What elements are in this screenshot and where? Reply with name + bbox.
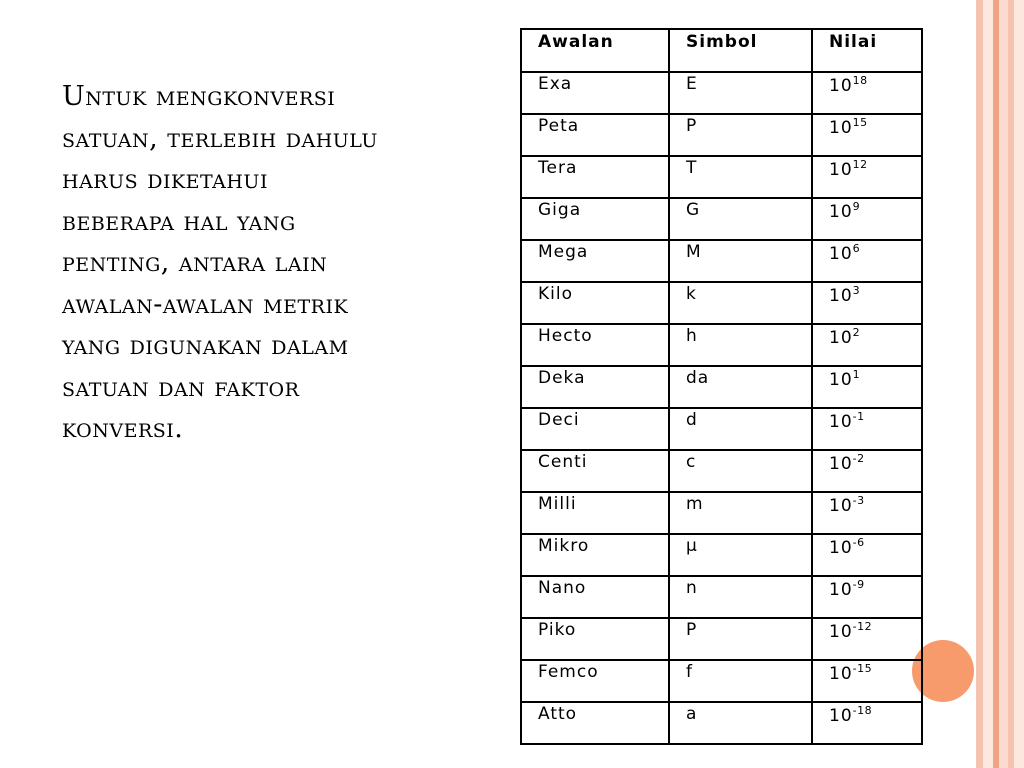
table-row	[521, 282, 922, 324]
cell-nilai	[812, 156, 922, 198]
nilai-base: 10	[829, 706, 853, 726]
cell-awalan: Kilo	[521, 282, 669, 324]
cell-simbol: T	[669, 156, 812, 198]
cell-awalan: Exa	[521, 72, 669, 114]
cell-simbol: da	[669, 366, 812, 408]
cell-nilai	[812, 114, 922, 156]
cell-simbol: c	[669, 450, 812, 492]
cell-awalan: Atto	[521, 702, 669, 744]
cell-simbol: P	[669, 114, 812, 156]
nilai-exponent: -9	[852, 578, 865, 591]
table-row	[521, 240, 922, 282]
cell-awalan: Giga	[521, 198, 669, 240]
nilai-exponent: -3	[852, 494, 865, 507]
cell-nilai	[812, 324, 922, 366]
decorative-stripes	[976, 0, 1024, 768]
nilai-exponent: -15	[852, 662, 873, 675]
paragraph-line: satuan, terlebih dahulu	[62, 122, 378, 154]
table-row	[521, 576, 922, 618]
cell-awalan: Hecto	[521, 324, 669, 366]
nilai-exponent: 15	[852, 116, 868, 129]
header-simbol: Simbol	[669, 29, 812, 72]
stripe	[1014, 0, 1024, 768]
body-paragraph	[62, 76, 502, 450]
cell-simbol: μ	[669, 534, 812, 576]
cell-simbol: a	[669, 702, 812, 744]
table-row	[521, 450, 922, 492]
cell-nilai	[812, 198, 922, 240]
cell-nilai	[812, 282, 922, 324]
paragraph-line: penting, antara lain	[62, 247, 328, 278]
nilai-exponent: -18	[852, 704, 873, 717]
cell-awalan: Piko	[521, 618, 669, 660]
stripe	[976, 0, 983, 768]
cell-nilai	[812, 450, 922, 492]
table-row	[521, 114, 922, 156]
table-header-row	[521, 29, 922, 72]
nilai-exponent: -6	[852, 536, 865, 549]
table-row	[521, 408, 922, 450]
cell-simbol: E	[669, 72, 812, 114]
cell-awalan: Deka	[521, 366, 669, 408]
cell-nilai	[812, 72, 922, 114]
paragraph-line: satuan dan faktor	[62, 371, 300, 403]
cell-simbol: h	[669, 324, 812, 366]
nilai-base: 10	[829, 370, 853, 390]
cell-simbol: k	[669, 282, 812, 324]
paragraph-line: awalan-awalan metrik	[62, 288, 349, 320]
table-row	[521, 198, 922, 240]
prefix-table	[520, 28, 923, 745]
table-row	[521, 534, 922, 576]
cell-nilai	[812, 366, 922, 408]
nilai-exponent: 6	[852, 242, 861, 255]
nilai-base: 10	[829, 412, 853, 432]
cell-awalan: Tera	[521, 156, 669, 198]
table-row	[521, 492, 922, 534]
header-nilai: Nilai	[812, 29, 922, 72]
cell-awalan: Centi	[521, 450, 669, 492]
nilai-base: 10	[829, 664, 853, 684]
nilai-base: 10	[829, 244, 853, 264]
stripe	[999, 0, 1008, 768]
cell-simbol: m	[669, 492, 812, 534]
cell-nilai	[812, 618, 922, 660]
paragraph-line: beberapa hal yang	[62, 205, 296, 237]
table-row	[521, 660, 922, 702]
cell-awalan: Deci	[521, 408, 669, 450]
nilai-exponent: 9	[852, 200, 861, 213]
cell-nilai	[812, 240, 922, 282]
paragraph-line: Untuk mengkonversi	[62, 81, 336, 112]
nilai-exponent: 12	[852, 158, 868, 171]
table-row	[521, 618, 922, 660]
cell-awalan: Mikro	[521, 534, 669, 576]
table-row	[521, 156, 922, 198]
cell-awalan: Nano	[521, 576, 669, 618]
stripe	[983, 0, 993, 768]
cell-simbol: G	[669, 198, 812, 240]
paragraph-line: konversi.	[62, 413, 184, 444]
nilai-base: 10	[829, 328, 853, 348]
nilai-base: 10	[829, 76, 853, 96]
nilai-base: 10	[829, 454, 853, 474]
cell-awalan: Mega	[521, 240, 669, 282]
cell-awalan: Femco	[521, 660, 669, 702]
header-awalan: Awalan	[521, 29, 669, 72]
cell-simbol: P	[669, 618, 812, 660]
cell-nilai	[812, 702, 922, 744]
cell-simbol: n	[669, 576, 812, 618]
nilai-base: 10	[829, 118, 853, 138]
cell-awalan: Peta	[521, 114, 669, 156]
nilai-exponent: 18	[852, 74, 868, 87]
nilai-base: 10	[829, 580, 853, 600]
cell-nilai	[812, 576, 922, 618]
cell-awalan: Milli	[521, 492, 669, 534]
cell-nilai	[812, 408, 922, 450]
nilai-exponent: -12	[852, 620, 873, 633]
table-row	[521, 72, 922, 114]
nilai-exponent: 3	[852, 284, 861, 297]
nilai-base: 10	[829, 160, 853, 180]
cell-nilai	[812, 492, 922, 534]
cell-nilai	[812, 660, 922, 702]
paragraph-line: harus diketahui	[62, 164, 268, 195]
cell-simbol: M	[669, 240, 812, 282]
nilai-exponent: -2	[852, 452, 865, 465]
nilai-base: 10	[829, 538, 853, 558]
cell-nilai	[812, 534, 922, 576]
nilai-base: 10	[829, 496, 853, 516]
nilai-exponent: 2	[852, 326, 861, 339]
table-row	[521, 702, 922, 744]
nilai-exponent: -1	[852, 410, 865, 423]
nilai-base: 10	[829, 286, 853, 306]
table-row	[521, 324, 922, 366]
cell-simbol: d	[669, 408, 812, 450]
table-body	[521, 72, 922, 744]
nilai-exponent: 1	[852, 368, 861, 381]
nilai-base: 10	[829, 622, 853, 642]
paragraph-line: yang digunakan dalam	[62, 330, 349, 361]
nilai-base: 10	[829, 202, 853, 222]
table-row	[521, 366, 922, 408]
cell-simbol: f	[669, 660, 812, 702]
